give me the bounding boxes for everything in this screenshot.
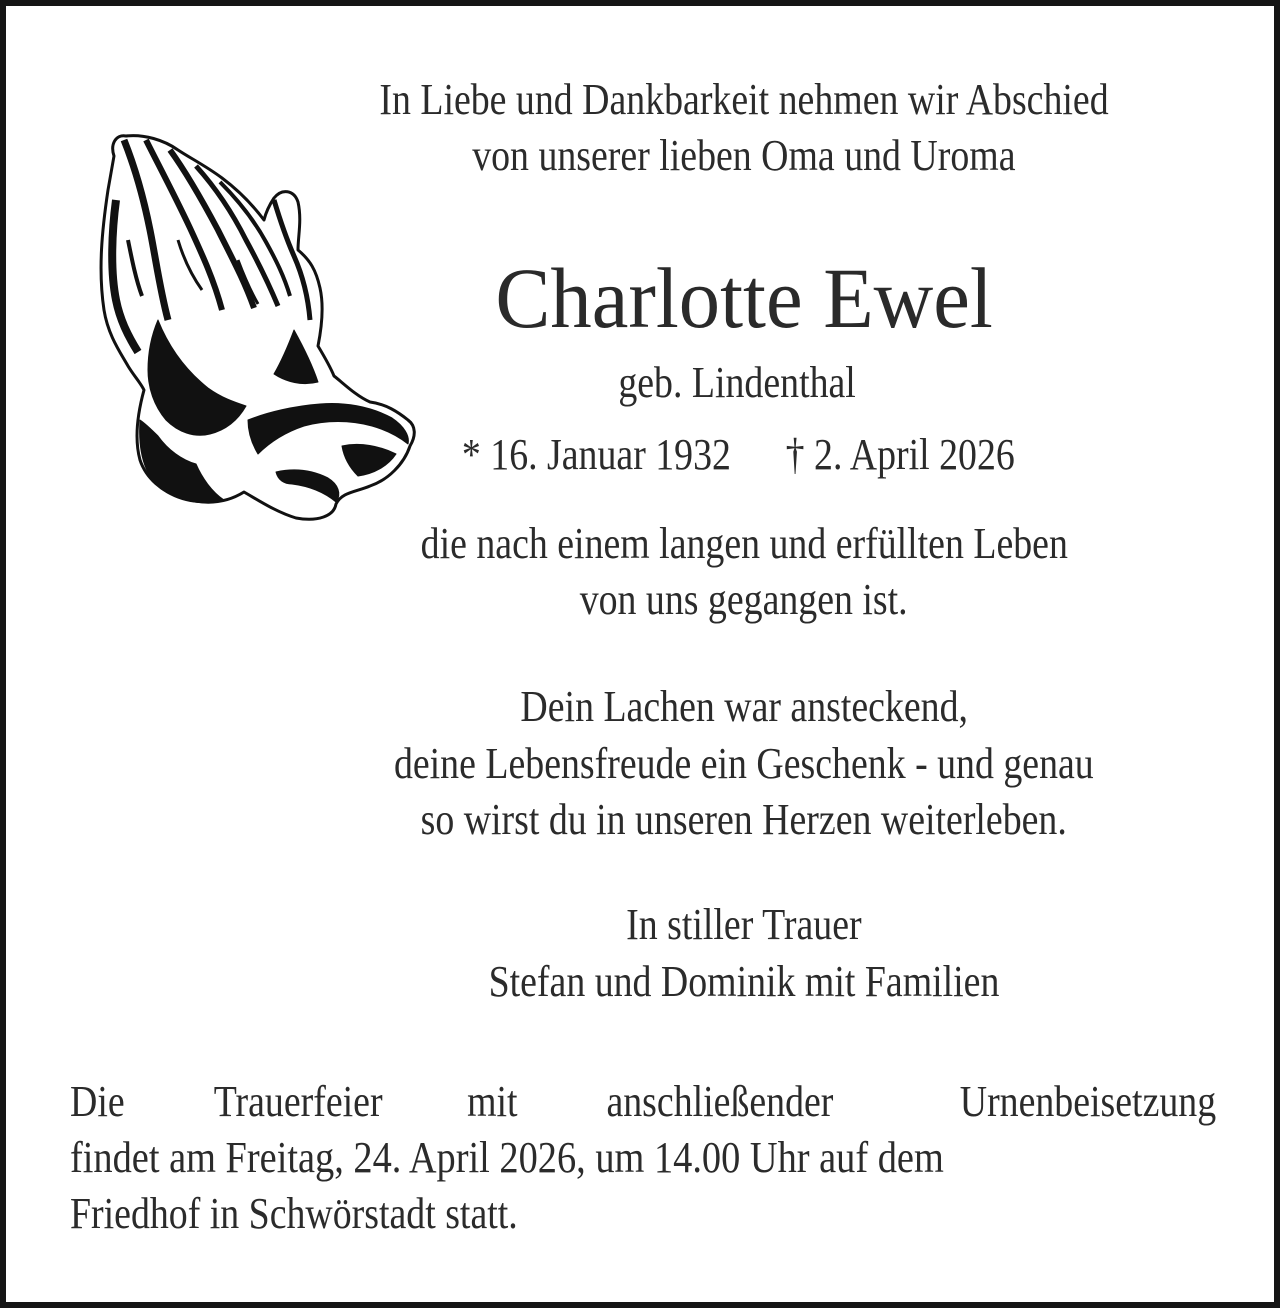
verse-line-2: deine Lebensfreude ein Geschenk - und genau bbox=[394, 739, 1094, 788]
intro-line-1: In Liebe und Dankbarkeit nehmen wir Abschied bbox=[379, 75, 1109, 124]
mourners-names: Stefan und Dominik mit Familien bbox=[488, 957, 1000, 1006]
life-dates bbox=[103, 427, 1280, 483]
intro-line-2: von unserer lieben Oma und Uroma bbox=[472, 131, 1016, 180]
passing-line-1: die nach einem langen und erfüllten Leben bbox=[420, 519, 1068, 568]
maiden-name: geb. Lindenthal bbox=[618, 358, 856, 407]
obituary-notice bbox=[6, 6, 1274, 1302]
mourners-heading: In stiller Trauer bbox=[626, 900, 862, 949]
funeral-info bbox=[70, 1074, 1216, 1242]
funeral-line-2: findet am Freitag, 24. April 2026, um 14.00 Uhr auf dem bbox=[70, 1133, 944, 1182]
funeral-line-1: Die Trauerfeier mit anschließender Urnenbeisetzung bbox=[70, 1077, 1216, 1126]
deceased-name: Charlotte Ewel bbox=[495, 250, 993, 346]
death-date: † 2. April 2026 bbox=[785, 430, 1015, 479]
passing-line-2: von uns gegangen ist. bbox=[580, 575, 908, 624]
verse-line-3: so wirst du in unseren Herzen weiterleben. bbox=[420, 795, 1068, 844]
birth-date: * 16. Januar 1932 bbox=[462, 430, 732, 479]
funeral-line-3: Friedhof in Schwörstadt statt. bbox=[70, 1189, 518, 1238]
verse-line-1: Dein Lachen war ansteckend, bbox=[520, 682, 968, 731]
